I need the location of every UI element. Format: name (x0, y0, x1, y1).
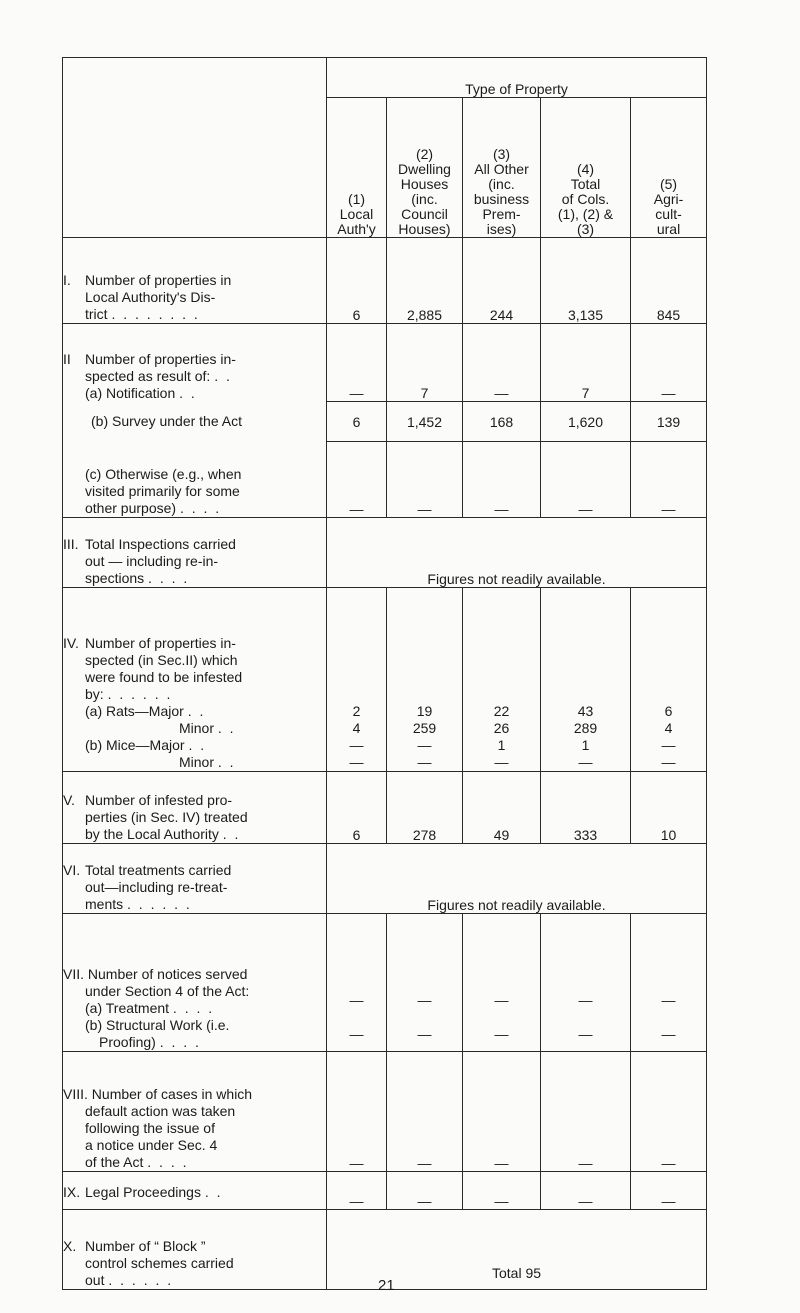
row-label-vii: VII. Number of notices served under Section 4 of the Act: (a) Treatment . . . . (b) Structural Work (i.e. Proofing) . . . . (63, 914, 327, 1052)
page-number: 21 (378, 1277, 395, 1294)
cell-value: 3,135 (541, 238, 631, 324)
cell-value-stack: 22 26 1 — (463, 588, 541, 772)
cell-value: — (631, 1052, 707, 1172)
cell-value: 7 (541, 324, 631, 402)
cell-value: — (463, 1052, 541, 1172)
table-row (63, 1172, 707, 1210)
cell-value: 278 (387, 772, 463, 844)
row-label-iv: IV. Number of properties in- spected (in Sec.II) which were found to be infested by: . . . . . . (a) Rats—Major . . Minor . . (b) Mice—Major . . Minor . . (63, 588, 327, 772)
cell-value: 845 (631, 238, 707, 324)
cell-value: 168 (463, 402, 541, 442)
cell-value: — (463, 442, 541, 518)
row-label-i: I. Number of properties in Local Authority's Dis- trict . . . . . . . . (63, 238, 327, 324)
cell-value: — (387, 1052, 463, 1172)
table-row (63, 518, 707, 588)
cell-value: — (387, 442, 463, 518)
cell-value: — (327, 442, 387, 518)
row-label-iii: III. Total Inspections carried out — including re-in- spections . . . . (63, 518, 327, 588)
header-blank-cell (63, 58, 327, 238)
cell-value: — (387, 1172, 463, 1210)
cell-value: — (327, 324, 387, 402)
table-row (63, 238, 707, 324)
cell-value: 244 (463, 238, 541, 324)
cell-value-stack: 43 289 1 — (541, 588, 631, 772)
type-of-property-heading: Type of Property (327, 58, 707, 98)
cell-value: 6 (327, 772, 387, 844)
cell-value: — (631, 324, 707, 402)
cell-value-stack: 6 4 — — (631, 588, 707, 772)
cell-value: 6 (327, 238, 387, 324)
cell-value: — (327, 1052, 387, 1172)
cell-value: 1,620 (541, 402, 631, 442)
col-header-dwelling-houses: (2) Dwelling Houses (inc. Council Houses) (387, 98, 463, 238)
row-label-ix: IX. Legal Proceedings . . (63, 1172, 327, 1210)
table-row (63, 402, 707, 442)
cell-value-stack: — — (463, 914, 541, 1052)
table-row (63, 772, 707, 844)
cell-value-stack: — — (327, 914, 387, 1052)
table-row (63, 844, 707, 914)
table-row (63, 442, 707, 518)
cell-value: 49 (463, 772, 541, 844)
cell-value-stack: 2 4 — — (327, 588, 387, 772)
cell-value: 6 (327, 402, 387, 442)
cell-value: — (541, 1052, 631, 1172)
cell-value-stack: 19 259 — — (387, 588, 463, 772)
cell-value: — (631, 1172, 707, 1210)
cell-value: 1,452 (387, 402, 463, 442)
row-label-ii-b: (b) Survey under the Act (63, 402, 327, 442)
row-label-ii-c: (c) Otherwise (e.g., when visited primarily for some other purpose) . . . . (63, 442, 327, 518)
row-label-v: V. Number of infested pro- perties (in Sec. IV) treated by the Local Authority . . (63, 772, 327, 844)
block-schemes-total: Total 95 (327, 1210, 707, 1290)
cell-value: — (463, 324, 541, 402)
cell-value: 333 (541, 772, 631, 844)
cell-value-stack: — — (631, 914, 707, 1052)
row-label-vi: VI. Total treatments carried out—including re-treat- ments . . . . . . (63, 844, 327, 914)
cell-value: 139 (631, 402, 707, 442)
col-header-total: (4) Total of Cols. (1), (2) & (3) (541, 98, 631, 238)
table-row (63, 914, 707, 1052)
col-header-local-authority: (1) Local Auth'y (327, 98, 387, 238)
col-header-agricultural: (5) Agri- cult- ural (631, 98, 707, 238)
row-label-ii-a: II Number of properties in- spected as result of: . . (a) Notification . . (63, 324, 327, 402)
cell-value: — (541, 442, 631, 518)
figures-not-available-note: Figures not readily available. (327, 844, 707, 914)
col-header-all-other: (3) All Other (inc. business Prem- ises) (463, 98, 541, 238)
cell-value-stack: — — (541, 914, 631, 1052)
cell-value: — (631, 442, 707, 518)
cell-value: — (541, 1172, 631, 1210)
figures-not-available-note: Figures not readily available. (327, 518, 707, 588)
property-inspection-table (62, 57, 707, 1290)
cell-value: — (327, 1172, 387, 1210)
cell-value: 10 (631, 772, 707, 844)
cell-value: — (463, 1172, 541, 1210)
table-row (63, 588, 707, 772)
table-row (63, 324, 707, 402)
cell-value: 2,885 (387, 238, 463, 324)
cell-value-stack: — — (387, 914, 463, 1052)
row-label-viii: VIII. Number of cases in which default action was taken following the issue of a notice under Sec. 4 of the Act . . . . (63, 1052, 327, 1172)
table-row (63, 1052, 707, 1172)
cell-value: 7 (387, 324, 463, 402)
row-label-x: X. Number of “ Block ” control schemes carried out . . . . . . (63, 1210, 327, 1290)
